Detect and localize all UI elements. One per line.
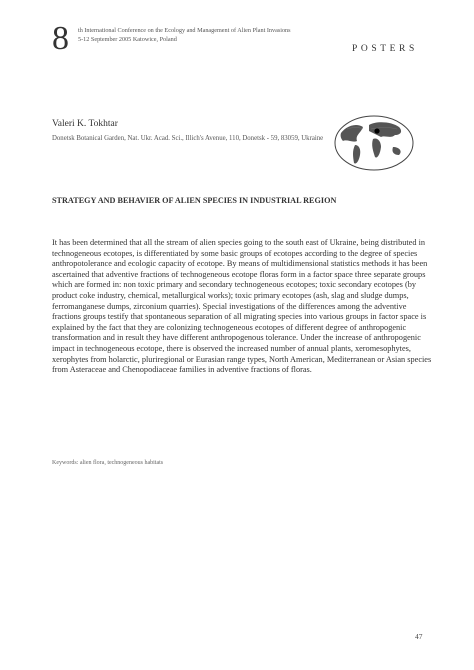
section-label: POSTERS [352,44,418,54]
abstract-text: It has been determined that all the stream of alien species going to the south east of Ukraine, being distributed in technogeneous ecotopes, is differentiated by some basic groups of ecotopes according to the degree of species anthropotolerance and ecologic capacity of ecotope. By means of multidimensional statistics methods it has been ascertained that adventive fractions of technogeneous ecotope floras form in a factor space three separate groups which are formed in: non toxic primary and secondary technogeneous ecotopes; toxic secondary ecotopes (by product coke industry, chemical, metallurgical works); toxic primary ecotopes (ash, slag and sludge dumps, ferromanganese dumps, zirconium quarries). Special investigations of the differences among the adventive fractions groups testify that spontaneous separation of all migrating species into various groups in factor space is explained by the fact that they are colonizing technogeneous ecotopes of different degree of anthropogenic transformation and in result they have different anthropogenous tolerance. Under the increase of anthropogenic impact in technogeneous ecotope, there is observed the increased number of annual plants, xeromesophytes, xerophytes from holarctic, pluriregional or Eurasian range types, North American, Mediterranean or Asian species from Asteraceae and Chenopodiaceae families in adventive fractions of floras. [52,238,432,375]
author-affiliation: Donetsk Botanical Garden, Nat. Ukr. Acad. Sci., Illich's Avenue, 110, Donetsk - 59, 83059, Ukraine [52,135,324,142]
author-name: Valeri K. Tokhtar [52,119,118,129]
page-number: 47 [415,632,423,641]
conference-number: 8 [52,20,69,57]
paper-title: STRATEGY AND BEHAVIER OF ALIEN SPECIES IN INDUSTRIAL REGION [52,196,337,205]
conference-date-place: 5-12 September 2005 Katowice, Poland [78,36,177,43]
globe-map-icon [333,113,415,173]
keywords: Keywords: alien flora, technogeneous habitats [52,460,164,466]
conference-title: th International Conference on the Ecology and Management of Alien Plant Invasions [78,27,291,34]
